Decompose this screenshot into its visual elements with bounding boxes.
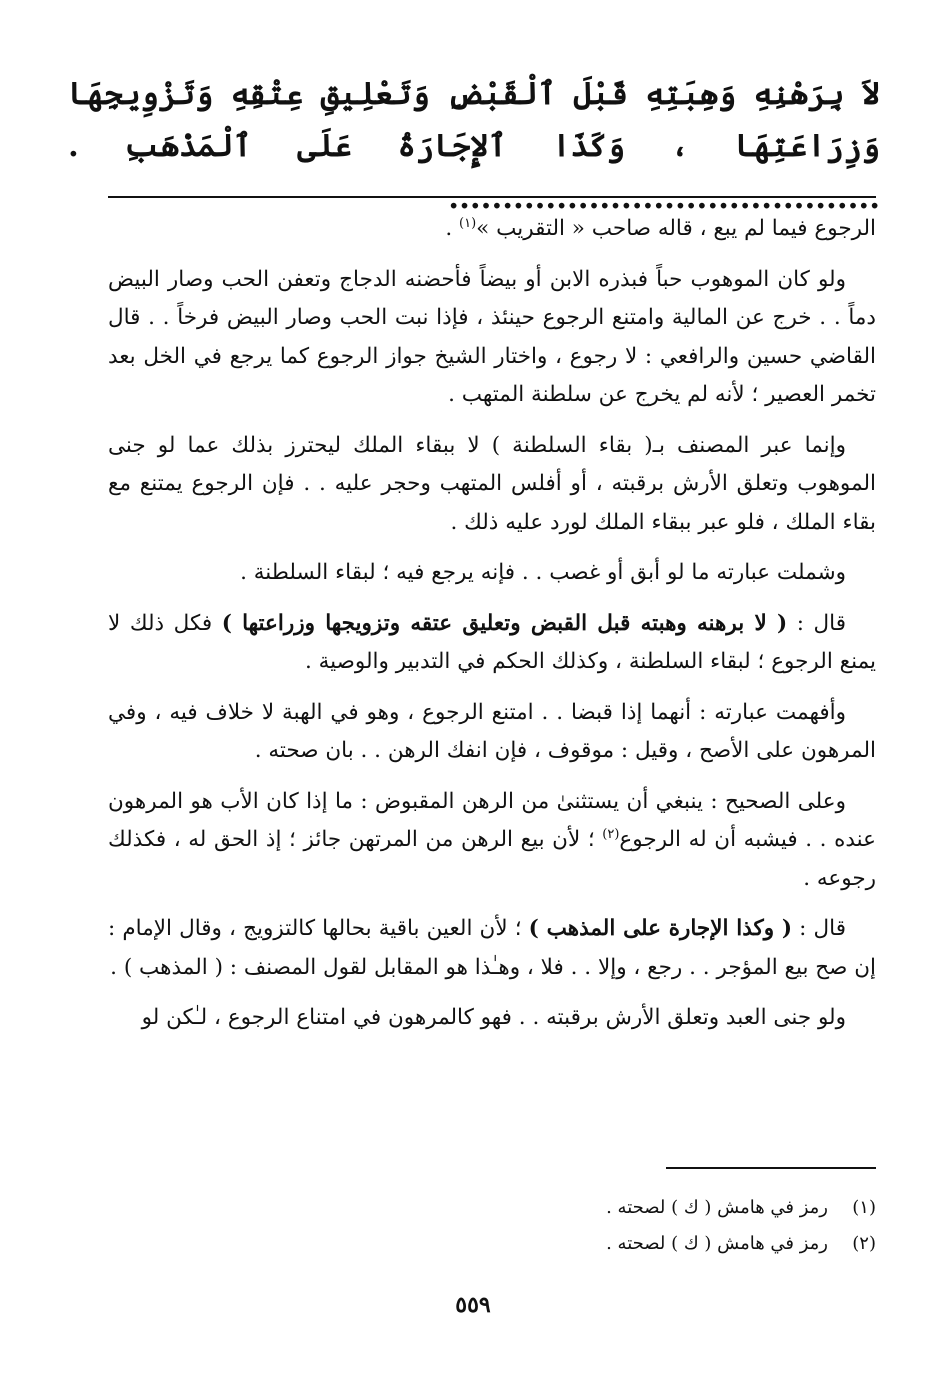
footnote-ref-1: (١)	[459, 215, 477, 231]
footnote-ref-2: (٢)	[602, 826, 620, 842]
commentary-text: وعلى الصحيح : ينبغي أن يستثنىٰ من الرهن المقبوض : ما إذا كان الأب هو المرهون عنده . . فيشبه أن له الرجوع	[108, 788, 876, 852]
commentary-paragraph-9: ولو جنى العبد وتعلق الأرش برقبته . . فهو كالمرهون في امتناع الرجوع ، لـٰكن لو	[141, 1005, 846, 1030]
commentary-text: قال :	[787, 610, 846, 636]
footnotes	[108, 1190, 876, 1262]
commentary-text: ؛ لأن بيع الرهن من المرتهن جائز ؛ إذ الحق له ، فكذلك رجوعه .	[108, 827, 876, 891]
footnote-text: رمز في هامش ( ك ) لصحته .	[606, 1197, 828, 1218]
footnote-item	[108, 1190, 876, 1226]
commentary-block	[108, 210, 876, 1050]
footnote-separator-rule	[666, 1167, 876, 1169]
matn-dots: ........................................	[448, 180, 880, 216]
commentary-paragraph-1	[108, 210, 876, 249]
commentary-paragraph-7	[108, 783, 876, 899]
matn-text-block	[68, 68, 880, 224]
quoted-matn: ( وكذا الإجارة على المذهب )	[528, 916, 793, 941]
commentary-text: فكل ذلك لا يمنع الرجوع ؛ لبقاء السلطنة ، وكذلك الحكم في التدبير والوصية .	[108, 610, 876, 674]
commentary-paragraph-5	[108, 605, 876, 682]
matn-text: لاَ بِرَهْنِهِ وَهِبَتِهِ قَبْلَ ٱلْقَبْضِ وَتَعْلِيقِ عِتْقِهِ وَتَزْوِيجِهَا وَزِرَاعَتِهَا ، وَكَذَا ٱلإِجَارَةُ عَلَى ٱلْمَذْهَبِ .	[68, 76, 880, 164]
footnote-number: (١)	[852, 1197, 876, 1218]
footnote-number: (٢)	[852, 1233, 876, 1254]
footnote-text: رمز في هامش ( ك ) لصحته .	[606, 1233, 828, 1254]
commentary-text: الرجوع فيما لم يبع ، قاله صاحب « التقريب »	[476, 216, 876, 241]
commentary-paragraph-2: ولو كان الموهوب حباً فبذره الابن أو بيضاً فأحضنه الدجاج وتعفن الحب وصار البيض دماً . . خرج عن المالية وامتنع الرجوع حينئذ ، فإذا نبت الحب وصار البيض فرخاً . . قال القاضي حسين والرافعي : لا رجوع ، واختار الشيخ جواز الرجوع كما يرجع في الخل بعد تخمر العصير ؛ لأنه لم يخرج عن سلطنة المتهب .	[108, 266, 876, 407]
commentary-text: ؛ لأن العين باقية بحالها كالتزويج ، وقال الإمام : إن صح بيع المؤجر . . رجع ، وإلا . . فلا ، وهـٰذا هو المقابل لقول المصنف : ( المذهب ) .	[108, 916, 876, 980]
commentary-paragraph-4: وشملت عبارته ما لو أبق أو غصب . . فإنه يرجع فيه ؛ لبقاء السلطنة .	[240, 560, 846, 585]
footnote-item	[108, 1226, 876, 1262]
commentary-text: .	[445, 216, 459, 241]
page-number: ٥٥٩	[455, 1292, 491, 1318]
commentary-text: قال :	[792, 916, 846, 941]
matn-separator-rule	[108, 196, 876, 198]
commentary-paragraph-8	[108, 910, 876, 987]
commentary-paragraph-3: وإنما عبر المصنف بـ( بقاء السلطنة ) لا ببقاء الملك ليحترز بذلك عما لو جنى الموهوب وتعلق الأرش برقبته ، أو أفلس المتهب وحجر عليه . . فإن الرجوع يمتنع مع بقاء الملك ، فلو عبر ببقاء الملك لورد عليه ذلك .	[108, 432, 876, 535]
quoted-matn: ( لا برهنه وهبته قبل القبض وتعليق عتقه وتزويجها وزراعتها )	[221, 610, 788, 636]
commentary-paragraph-6: وأفهمت عبارته : أنهما إذا قبضا . . امتنع الرجوع ، وهو في الهبة لا خلاف فيه ، وفي المرهون على الأصح ، وقيل : موقوف ، فإن انفك الرهن . . بان صحته .	[108, 699, 876, 763]
